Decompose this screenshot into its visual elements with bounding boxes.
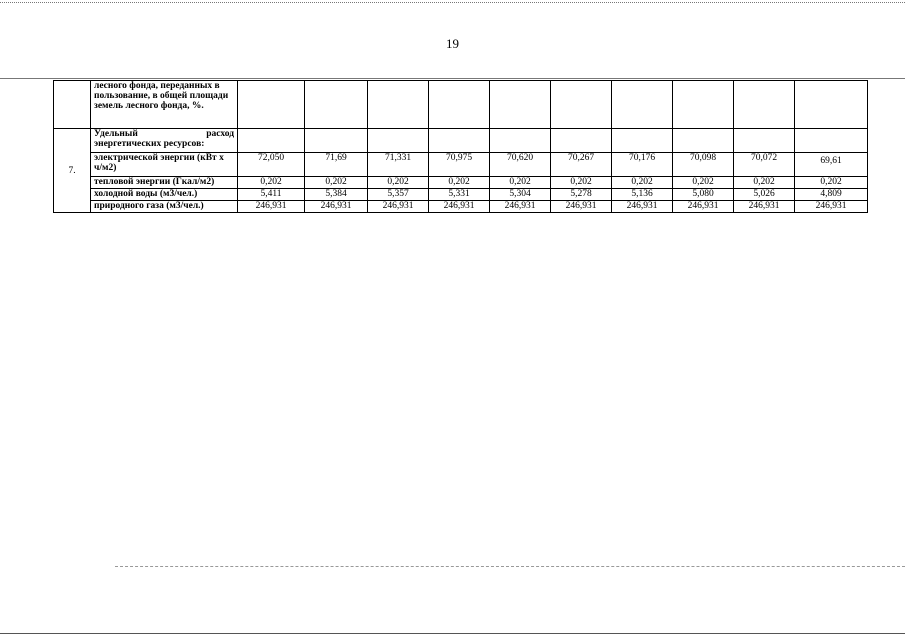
row-label: лесного фонда, переданных в пользование, в общей площади земель лесного фонда, %. <box>91 81 238 129</box>
value-cell: 4,809 <box>795 189 868 201</box>
value-cell: 246,931 <box>795 201 868 213</box>
value-cell: 5,357 <box>368 189 429 201</box>
value-cell: 70,098 <box>673 153 734 177</box>
section-header-word2: расход <box>206 129 234 139</box>
value-cell: 0,202 <box>429 177 490 189</box>
value-cell: 70,176 <box>612 153 673 177</box>
row-label: электрической энергии (кВт х ч/м2) <box>91 153 238 177</box>
value-cell: 246,931 <box>368 201 429 213</box>
section-index: 7. <box>54 129 91 213</box>
value-cell: 246,931 <box>551 201 612 213</box>
table-row <box>54 177 868 189</box>
section-header-word1: Удельный <box>94 129 138 139</box>
value-cell: 71,331 <box>368 153 429 177</box>
value-cell: 0,202 <box>238 177 305 189</box>
value-cell: 0,202 <box>551 177 612 189</box>
value-cell: 5,411 <box>238 189 305 201</box>
value-cell: 72,050 <box>238 153 305 177</box>
table-row <box>54 201 868 213</box>
value-cell: 246,931 <box>612 201 673 213</box>
value-cell: 246,931 <box>673 201 734 213</box>
value-cell: 0,202 <box>795 177 868 189</box>
row-label: холодной воды (м3/чел.) <box>91 189 238 201</box>
value-cell: 0,202 <box>368 177 429 189</box>
value-cell: 0,202 <box>673 177 734 189</box>
value-cell: 70,975 <box>429 153 490 177</box>
value-cell: 246,931 <box>238 201 305 213</box>
page-number: 19 <box>446 36 459 51</box>
value-cell: 246,931 <box>734 201 795 213</box>
table-row-continued <box>54 81 868 129</box>
value-cell: 5,080 <box>673 189 734 201</box>
value-cell: 5,026 <box>734 189 795 201</box>
table-row-section-header <box>54 129 868 153</box>
value-cell: 246,931 <box>429 201 490 213</box>
value-cell: 70,072 <box>734 153 795 177</box>
value-cell: 0,202 <box>734 177 795 189</box>
section-header-label <box>91 129 238 153</box>
scan-line-upper <box>0 78 905 79</box>
index-cell-empty <box>54 81 91 129</box>
value-cell: 5,331 <box>429 189 490 201</box>
value-cell: 0,202 <box>490 177 551 189</box>
value-cell: 5,136 <box>612 189 673 201</box>
scan-line-bottom <box>0 633 905 634</box>
value-cell: 0,202 <box>305 177 368 189</box>
value-cell: 5,304 <box>490 189 551 201</box>
table-row <box>54 153 868 177</box>
value-cell: 5,278 <box>551 189 612 201</box>
value-cell: 246,931 <box>305 201 368 213</box>
value-cell: 5,384 <box>305 189 368 201</box>
section-header-line2: энергетических ресурсов: <box>94 139 205 149</box>
value-cell: 246,931 <box>490 201 551 213</box>
energy-table <box>53 80 868 213</box>
row-label: природного газа (м3/чел.) <box>91 201 238 213</box>
value-cell: 69,61 <box>795 153 868 177</box>
table-row <box>54 189 868 201</box>
row-label: тепловой энергии (Гкал/м2) <box>91 177 238 189</box>
value-cell: 70,267 <box>551 153 612 177</box>
value-cell: 71,69 <box>305 153 368 177</box>
scan-line-lower <box>115 566 905 567</box>
value-cell: 0,202 <box>612 177 673 189</box>
scan-line-top <box>0 2 905 3</box>
value-cell: 70,620 <box>490 153 551 177</box>
